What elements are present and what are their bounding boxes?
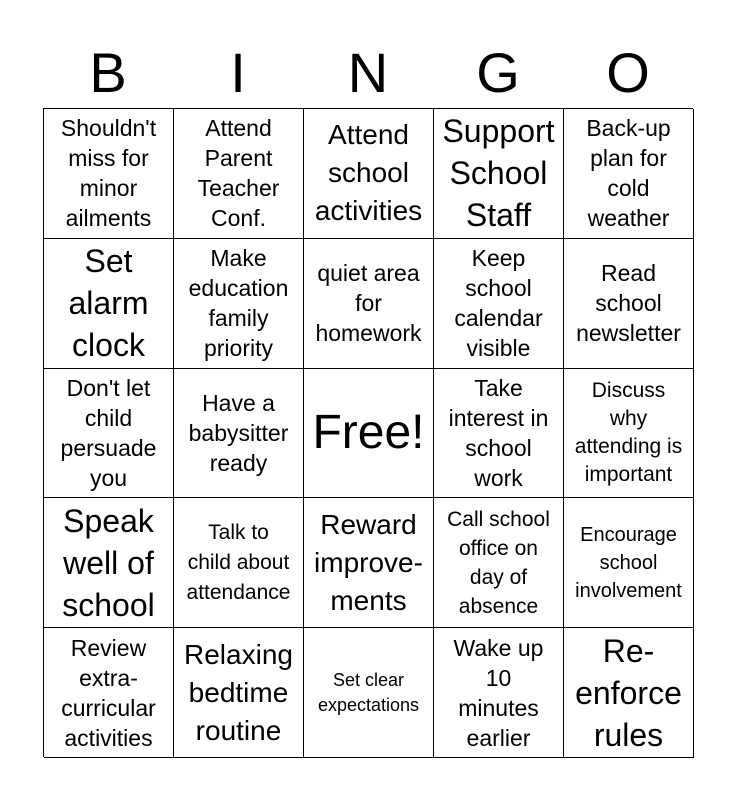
cell-text: Reward improve- ments — [314, 508, 423, 616]
bingo-cell[interactable] — [434, 109, 564, 239]
bingo-cell[interactable] — [304, 109, 434, 239]
bingo-cell[interactable] — [44, 369, 174, 499]
cell-text: Call school office on day of absence — [447, 507, 550, 618]
cell-text: Relaxing bedtime routine — [184, 638, 293, 746]
cell-text: Review extra- curricular activities — [61, 634, 156, 751]
bingo-cell[interactable] — [304, 628, 434, 758]
bingo-cell[interactable] — [174, 369, 304, 499]
cell-text: Attend Parent Teacher Conf. — [197, 115, 280, 232]
header-letter-i: I — [230, 41, 246, 104]
cell-text: Make education family priority — [188, 245, 289, 362]
cell-text: quiet area for homework — [315, 260, 422, 347]
bingo-cell[interactable] — [44, 628, 174, 758]
header-letter-o: O — [606, 41, 650, 104]
header-letter-b: B — [89, 41, 127, 104]
cell-text: Set alarm clock — [68, 243, 149, 364]
bingo-cell[interactable] — [564, 369, 694, 499]
bingo-cell[interactable] — [304, 498, 434, 628]
bingo-cell[interactable] — [434, 369, 564, 499]
bingo-cell[interactable] — [564, 498, 694, 628]
free-space-text: Free! — [312, 405, 425, 459]
bingo-cell[interactable] — [44, 498, 174, 628]
bingo-cell[interactable] — [174, 109, 304, 239]
bingo-cell[interactable] — [44, 239, 174, 369]
bingo-cell[interactable] — [174, 239, 304, 369]
bingo-cell[interactable] — [564, 109, 694, 239]
cell-text: Set clear expectations — [317, 669, 420, 715]
cell-text: Have a babysitter ready — [188, 389, 289, 476]
cell-text: Speak well of school — [62, 502, 155, 623]
cell-text: Support School Staff — [442, 113, 555, 234]
bingo-cell[interactable] — [44, 109, 174, 239]
bingo-cell[interactable] — [434, 628, 564, 758]
free-space-cell[interactable] — [304, 369, 434, 499]
cell-text: Encourage school involvement — [575, 523, 682, 602]
header-letter-n: N — [347, 41, 389, 104]
bingo-cell[interactable] — [174, 628, 304, 758]
bingo-cell[interactable] — [434, 498, 564, 628]
cell-text: Don't let child persuade you — [60, 374, 157, 491]
cell-text: Back-up plan for cold weather — [586, 115, 671, 232]
cell-text: Re- enforce rules — [575, 632, 682, 753]
cell-text: Keep school calendar visible — [454, 245, 543, 362]
cell-text: Talk to child about attendance — [186, 520, 291, 604]
cell-text: Read school newsletter — [576, 260, 681, 347]
cell-text: Wake up 10 minutes earlier — [453, 634, 544, 751]
cell-text: Take interest in school work — [448, 374, 549, 491]
bingo-header — [43, 38, 693, 108]
bingo-cell[interactable] — [304, 239, 434, 369]
cell-text: Shouldn't miss for minor ailments — [60, 115, 157, 232]
cell-text: Attend school activities — [314, 119, 423, 227]
header-letter-g: G — [476, 41, 520, 104]
bingo-board — [43, 108, 693, 757]
cell-text: Discuss why attending is important — [574, 378, 683, 486]
bingo-cell[interactable] — [434, 239, 564, 369]
bingo-cell[interactable] — [564, 628, 694, 758]
bingo-cell[interactable] — [174, 498, 304, 628]
bingo-cell[interactable] — [564, 239, 694, 369]
